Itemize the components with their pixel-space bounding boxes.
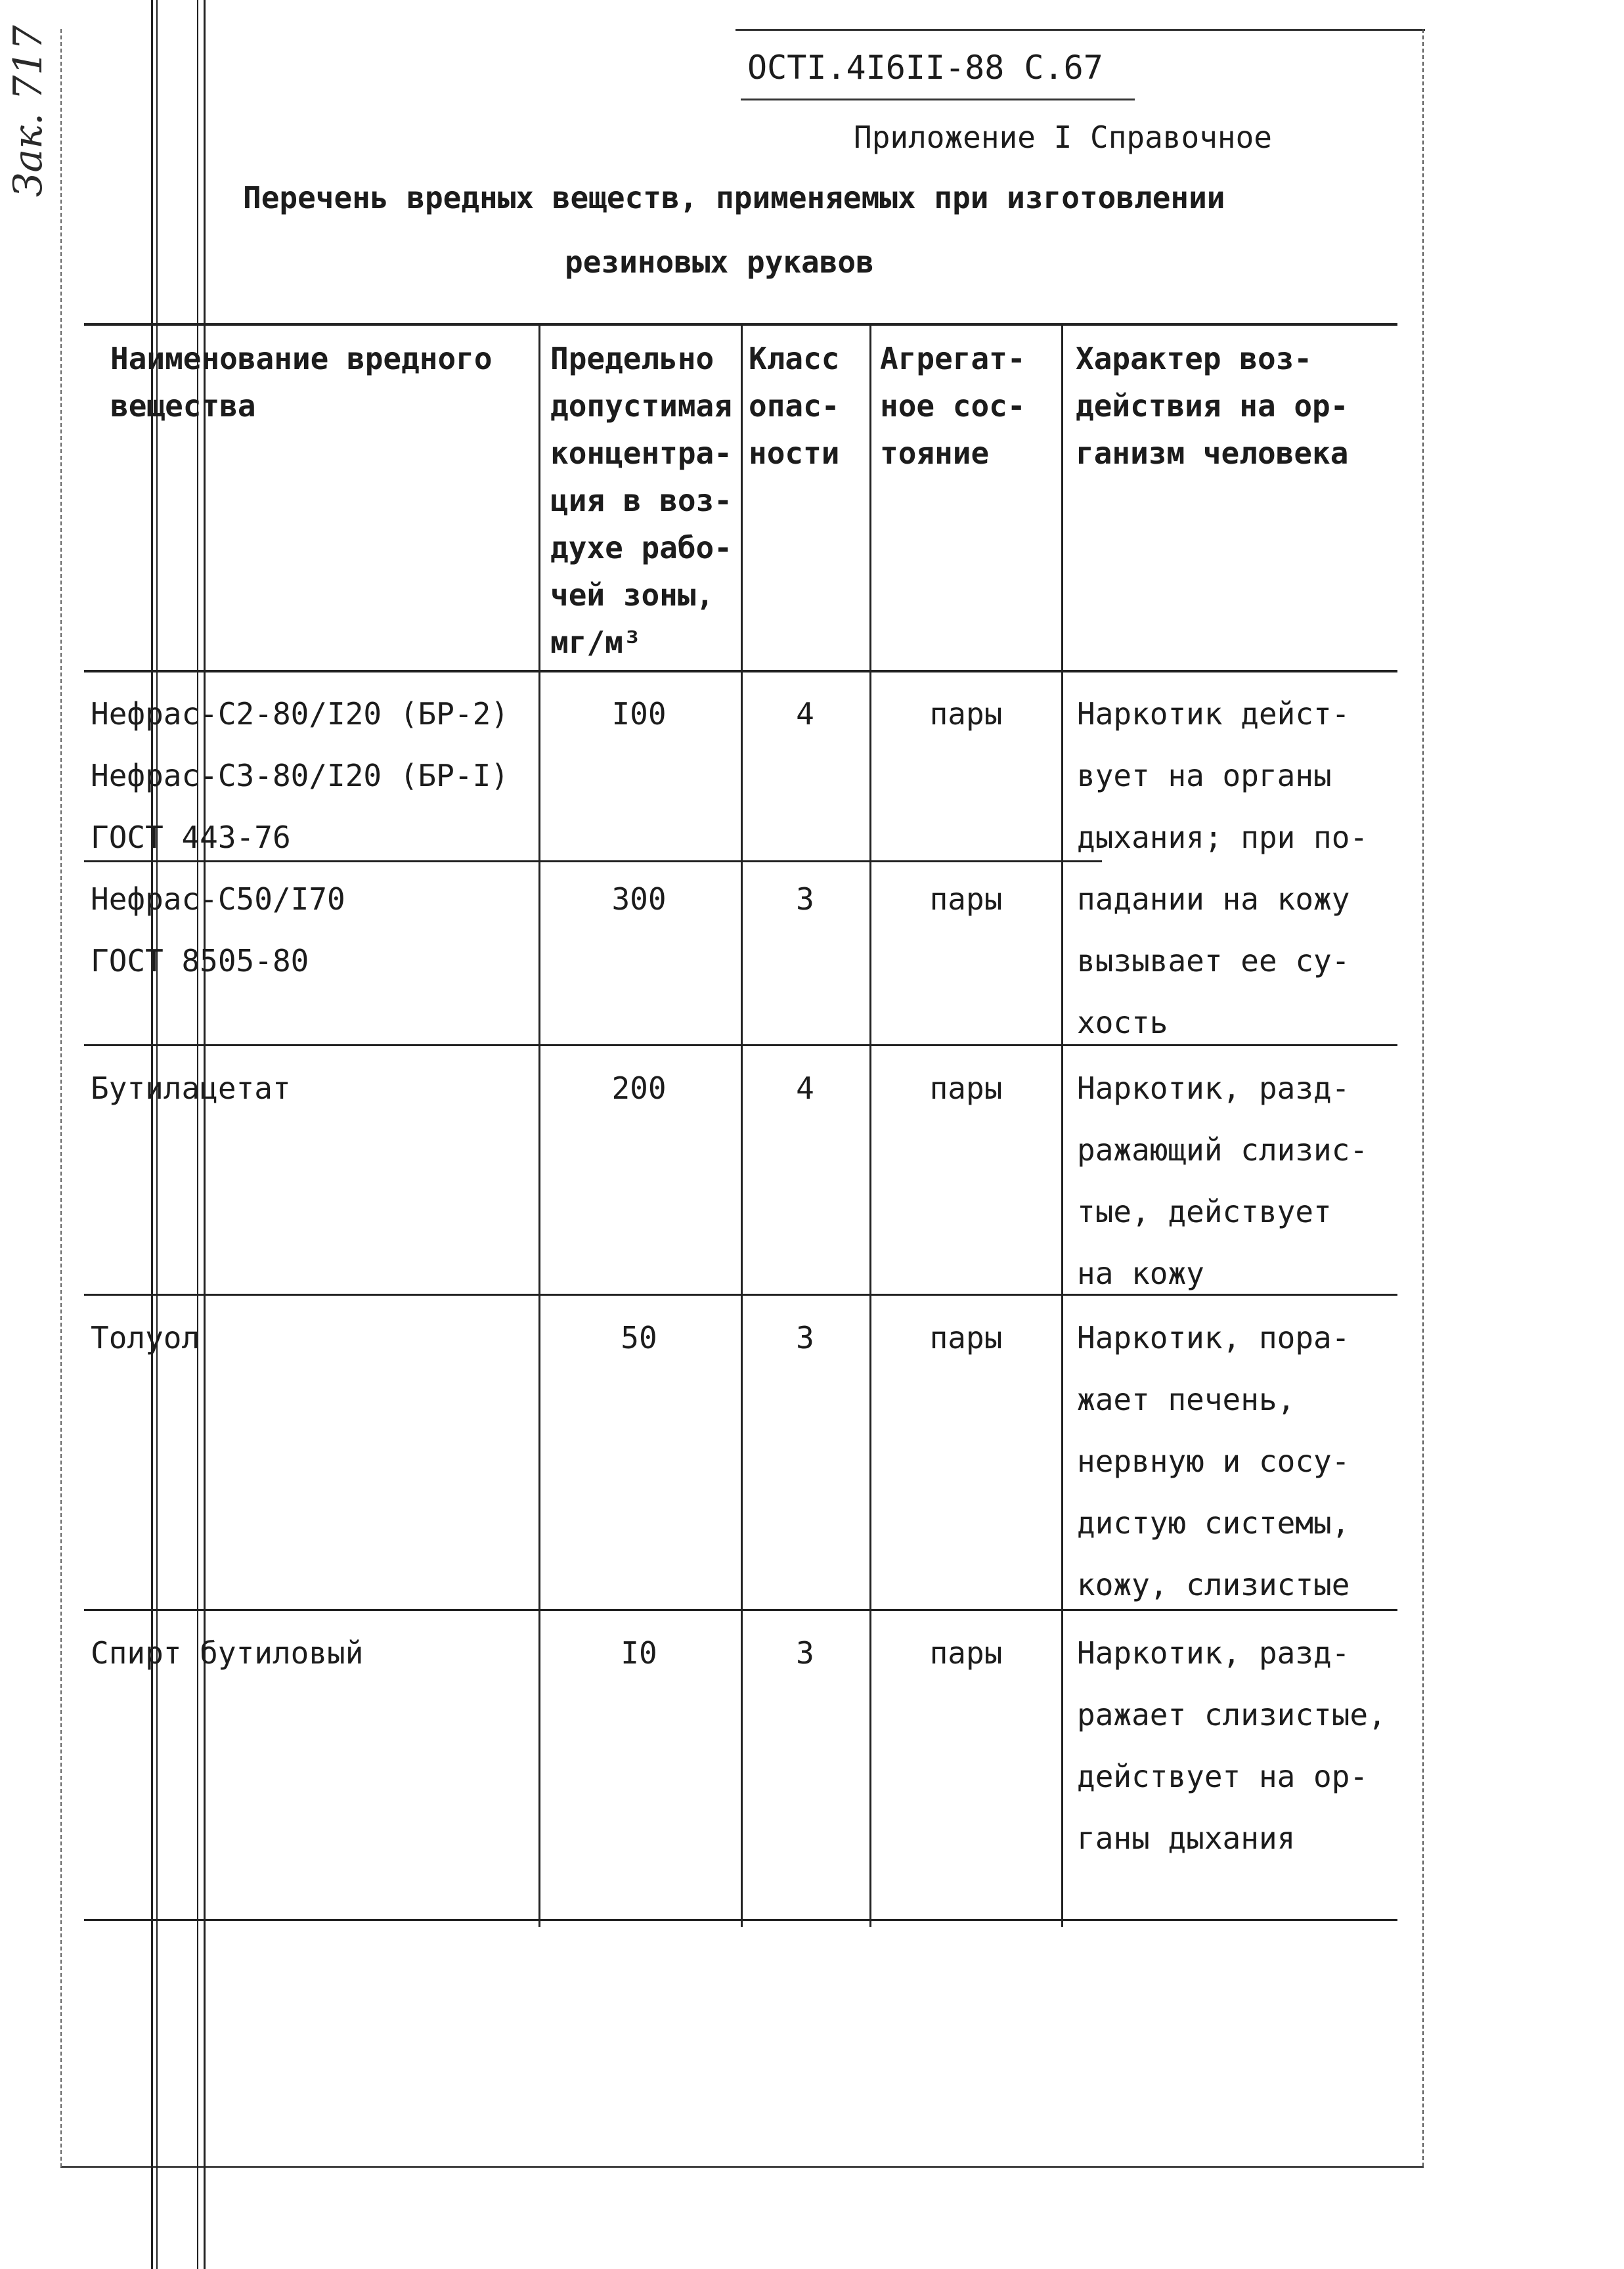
- margin-handwritten-note: Зак. 717: [5, 25, 51, 197]
- table-cell-effect: Наркотик, разд- ражает слизистые, действует на ор- ганы дыхания: [1077, 1635, 1386, 1856]
- table-cell-mac: 200: [611, 1070, 667, 1106]
- table-cell-state: пары: [929, 696, 1003, 732]
- table-cell-mac: I0: [621, 1635, 657, 1671]
- table-column-divider: [538, 323, 540, 1927]
- table-cell-effect: Наркотик дейст- вует на органы дыхания; при по- падании на кожу вызывает ее су- хость: [1077, 696, 1369, 1040]
- table-column-divider: [869, 323, 871, 1927]
- table-column-divider: [741, 323, 743, 1927]
- column-header-substance: Наименование вредного вещества: [110, 341, 493, 424]
- table-cell-hazard-class: 3: [796, 1320, 814, 1355]
- document-number: ОСТI.4I6II-88 С.67: [747, 49, 1103, 87]
- table-cell-hazard-class: 3: [796, 881, 814, 917]
- column-header-mac: Предельно допустимая концентра- ция в воз- духе рабо- чей зоны, мг/м³: [550, 341, 732, 660]
- table-cell-substance: Толуол: [91, 1320, 200, 1355]
- table-cell-mac: 50: [621, 1320, 657, 1355]
- column-header-hazard-class: Класс опас- ности: [749, 341, 840, 471]
- table-column-divider: [1061, 323, 1063, 1927]
- page-frame-bottom: [60, 2166, 1424, 2168]
- document-number-underline: [741, 99, 1135, 100]
- table-cell-state: пары: [929, 1635, 1003, 1671]
- table-cell-substance: Бутилацетат: [91, 1070, 291, 1106]
- table-cell-substance: Нефрас-С2-80/I20 (БР-2) Нефрас-С3-80/I20 (БР-I) ГОСТ 443-76: [91, 696, 509, 855]
- table-cell-mac: I00: [611, 696, 667, 732]
- page-frame-left: [60, 29, 62, 2167]
- page-frame-top: [735, 29, 1425, 31]
- table-cell-state: пары: [929, 1070, 1003, 1106]
- column-header-effect: Характер воз- действия на ор- ганизм человека: [1076, 341, 1349, 471]
- table-cell-effect: Наркотик, разд- ражающий слизис- тые, действует на кожу: [1077, 1070, 1369, 1291]
- table-cell-mac: 300: [611, 881, 667, 917]
- table-title-line-1: Перечень вредных веществ, применяемых при изготовлении: [243, 180, 1225, 215]
- table-cell-hazard-class: 4: [796, 696, 814, 732]
- table-cell-hazard-class: 3: [796, 1635, 814, 1671]
- table-cell-hazard-class: 4: [796, 1070, 814, 1106]
- table-cell-substance: Нефрас-С50/I70 ГОСТ 8505-80: [91, 881, 345, 979]
- column-header-state: Агрегат- ное сос- тояние: [880, 341, 1026, 471]
- table-cell-state: пары: [929, 1320, 1003, 1355]
- table-cell-effect: Наркотик, пора- жает печень, нервную и сосу- дистую системы, кожу, слизистые: [1077, 1320, 1350, 1602]
- hazardous-substances-table: [84, 323, 1397, 1927]
- table-cell-state: пары: [929, 881, 1003, 917]
- page-frame-right: [1422, 29, 1424, 2167]
- appendix-label: Приложение I Справочное: [854, 120, 1272, 155]
- table-cell-substance: Спирт бутиловый: [91, 1635, 364, 1671]
- table-title-line-2: резиновых рукавов: [565, 244, 874, 280]
